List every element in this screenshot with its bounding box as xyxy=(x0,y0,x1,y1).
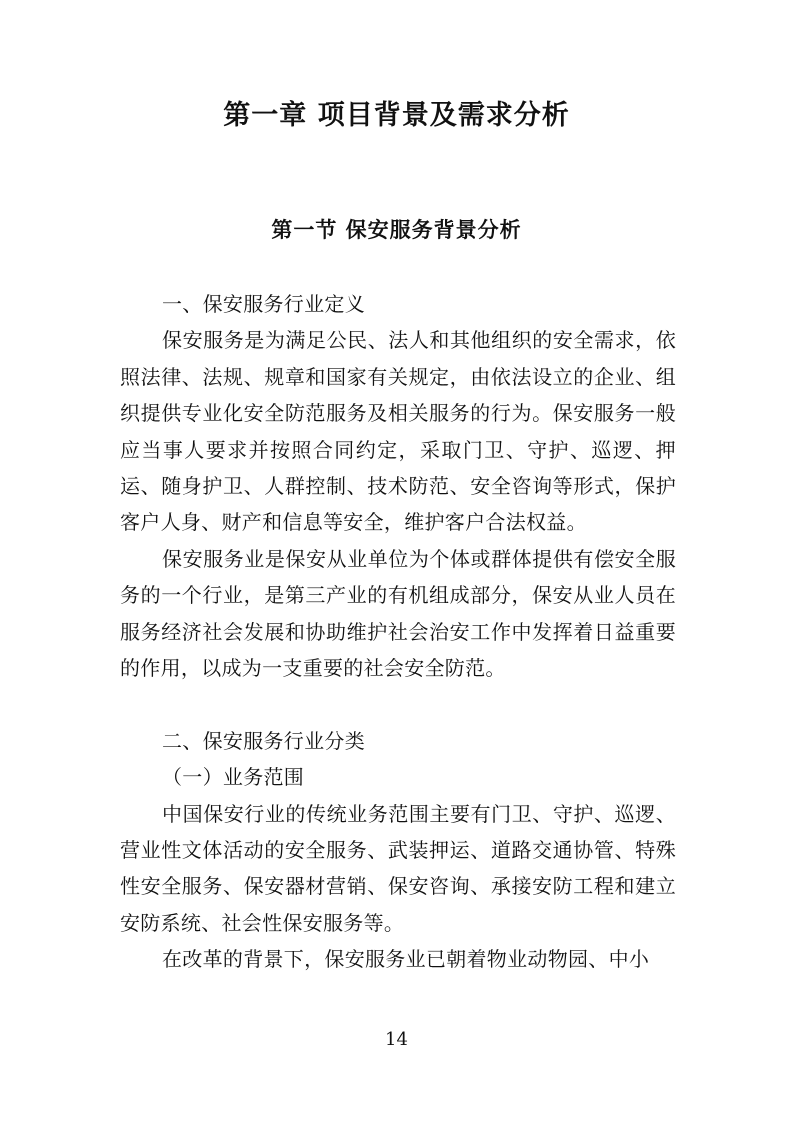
body-text xyxy=(120,286,676,978)
section-title: 第一节 保安服务背景分析 xyxy=(271,218,522,242)
subheading-business-scope: （一）业务范围 xyxy=(162,765,305,790)
chapter-title: 第一章 项目背景及需求分析 xyxy=(223,100,570,131)
paragraph-definition: 保安服务是为满足公民、法人和其他组织的安全需求，依照法律、法规、规章和国家有关规定，由依法设立的企业、组织提供专业化安全防范服务及相关服务的行为。保安服务一般应当事人要求并按照合同约定，采取门卫、守护、巡逻、押运、随身护卫、人群控制、技术防范、安全咨询等形式，保护客户人身、财产和信息等安全，维护客户合法权益。 xyxy=(120,328,676,535)
paragraph-gap xyxy=(120,686,676,722)
page-number: 14 xyxy=(385,1029,408,1050)
paragraph-reform-background: 在改革的背景下，保安服务业已朝着物业动物园、中小 xyxy=(162,947,650,972)
heading-industry-classification: 二、保安服务行业分类 xyxy=(162,728,365,753)
heading-industry-definition: 一、保安服务行业定义 xyxy=(162,292,365,316)
paragraph-industry-role: 保安服务业是保安从业单位为个体或群体提供有偿安全服务的一个行业，是第三产业的有机组成部分，保安从业人员在服务经济社会发展和协助维护社会治安工作中发挥着日益重要的作用，以成为一支重要的社会安全防范。 xyxy=(120,546,676,681)
paragraph-business-scope: 中国保安行业的传统业务范围主要有门卫、守护、巡逻、营业性文体活动的安全服务、武装押运、道路交通协管、特殊性安全服务、保安器材营销、保安咨询、承接安防工程和建立安防系统、社会性保安服务等。 xyxy=(120,801,676,935)
